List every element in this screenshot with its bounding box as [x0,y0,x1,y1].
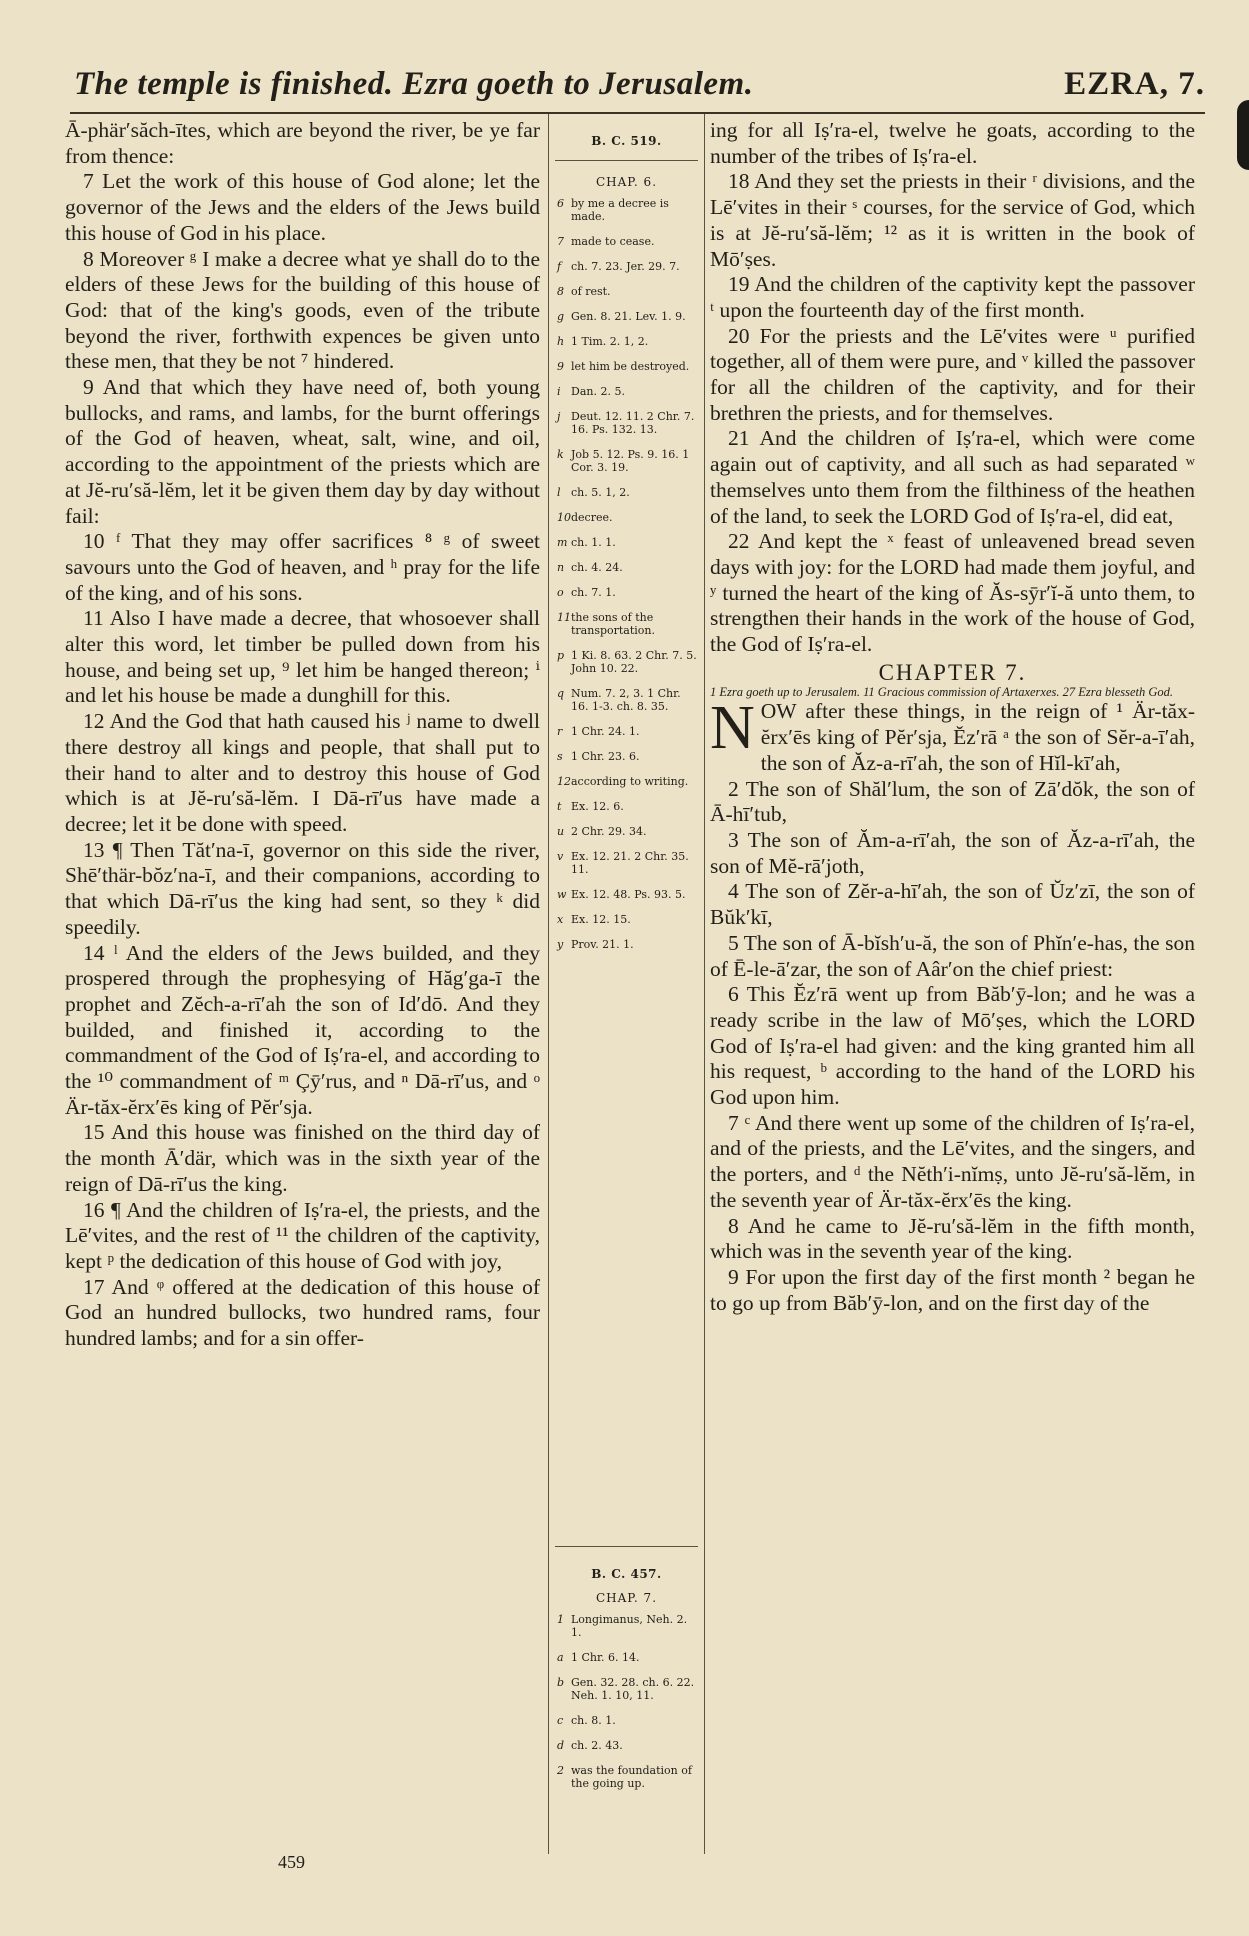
reference-text: Ex. 12. 21. 2 Chr. 35. 11. [571,850,689,876]
verse-paragraph: 8 Moreover ᵍ I make a decree what ye shall do to the elders of these Jews for the building of this house of God: that of the king's goods, even of the tribute beyond the river, forthwith expences be given unto these men, that they be not ⁷ hindered. [65,246,540,374]
reference-text: 1 Chr. 6. 14. [571,1651,640,1664]
cross-reference [557,1676,704,1702]
reference-text: 2 Chr. 29. 34. [571,825,647,838]
cross-reference [557,938,704,951]
cross-reference [557,825,704,838]
reference-text: 1 Chr. 24. 1. [571,725,640,738]
verse-paragraph: 9 And that which they have need of, both young bullocks, and rams, and lambs, for the burnt offerings of the God of heaven, wheat, salt, wine, and oil, according to the appointment of the priests which are at Jĕ-ru′să-lĕm, let it be given them day by day without fail: [65,375,540,528]
reference-text: ch. 2. 43. [571,1739,623,1752]
reference-text: the sons of the transportation. [571,611,656,637]
margin-notes-list [549,1613,704,1790]
chapter-summary: 1 Ezra goeth up to Jerusalem. 11 Gracious commission of Artaxerxes. 27 Ezra blesseth God. [710,685,1174,700]
reference-text: ch. 5. 1, 2. [571,486,630,499]
margin-notes-list [549,197,704,951]
cross-reference [557,335,704,348]
verse-paragraph: 17 And ᵠ offered at the dedication of this house of God an hundred bullocks, two hundred rams, four hundred lambs; and for a sin offer- [65,1274,540,1351]
reference-text: ch. 7. 1. [571,586,616,599]
verse-paragraph: 10 ᶠ That they may offer sacrifices ⁸ ᵍ of sweet savours unto the God of heaven, and ʰ pray for the life of the king, and of his sons. [65,529,540,605]
reference-text: decree. [571,511,613,524]
verse-paragraph: 22 And kept the ˣ feast of unleavened bread seven days with joy: for the LORD had made them joyful, and ʸ turned the heart of the king of Ăs-sȳr′ĭ-ă unto them, to strengthen their hands in the work of the house of God, the God of Iṣ′ra-el. [710,529,1195,657]
reference-text: Prov. 21. 1. [571,938,634,951]
reference-text: Job 5. 12. Ps. 9. 16. 1 Cor. 3. 19. [571,448,690,474]
verse-paragraph: 4 The son of Zĕr-a-hī′ah, the son of Ŭz′zī, the son of Bŭk′kī, [710,879,1195,930]
reference-key: 6 [557,197,564,210]
reference-text: 1 Tim. 2. 1, 2. [571,335,649,348]
margin-notes-chapter-7 [549,1534,704,1802]
reference-key: 11 [557,611,571,624]
reference-text: Deut. 12. 11. 2 Chr. 7. 16. Ps. 132. 13. [571,410,695,436]
running-header [70,60,1205,114]
cross-reference [557,750,704,763]
verse-paragraph: 16 ¶ And the children of Iṣ′ra-el, the priests, and the Lē′vites, and the rest of ¹¹ the children of the captivity, kept ᵖ the dedication of this house of God with joy, [65,1197,540,1273]
margin-notes-chapter-6 [549,114,704,963]
verse-1-text: OW after these things, in the reign of ¹ Är-tăx-ĕrx′ēs king of Pĕr′sja, Ĕz′rā ᵃ the son of Sĕr-a-ī′ah, the son of Ăz-a-rī′ah, the son of Hĭl-kī′ah, [760,699,1195,775]
cross-reference [557,1714,704,1727]
cross-reference [557,310,704,323]
cross-reference [557,1613,704,1639]
verse-paragraph: 3 The son of Ăm-a-rī′ah, the son of Ăz-a-rī′ah, the son of Mĕ-rā′joth, [710,827,1195,878]
reference-key: v [557,850,564,863]
reference-key: y [557,938,564,951]
left-text-column [65,118,540,1352]
reference-text: Num. 7. 2, 3. 1 Chr. 16. 1-3. ch. 8. 35. [571,687,681,713]
cross-reference [557,1739,704,1752]
cross-reference [557,888,704,901]
verse-paragraph: 6 This Ĕz′rā went up from Băb′ȳ-lon; and he was a ready scribe in the law of Mō′ṣes, which the LORD God of Iṣ′ra-el had given: and the king granted him all his request, ᵇ according to the hand of the LORD his God upon him. [710,982,1195,1110]
reference-text: by me a decree is made. [571,197,669,223]
date-bc: B. C. 519. [591,134,662,148]
reference-key: 2 [557,1764,564,1777]
reference-text: ch. 7. 23. Jer. 29. 7. [571,260,680,273]
verse-paragraph: ing for all Iṣ′ra-el, twelve he goats, according to the number of the tribes of Iṣ′ra-el. [710,118,1195,168]
reference-text: of rest. [571,285,611,298]
reference-key: t [557,800,562,813]
reference-key: p [557,649,565,662]
cross-reference [557,725,704,738]
reference-text: Ex. 12. 6. [571,800,624,813]
reference-key: d [557,1739,565,1752]
reference-text: made to cease. [571,235,655,248]
verse-paragraph: 11 Also I have made a decree, that whosoever shall alter this word, let timber be pulled down from his house, and being set up, ⁹ let him be hanged thereon; ⁱ and let his house be made a dunghill for this. [65,606,540,708]
reference-text: was the foundation of the going up. [571,1764,692,1790]
verse-1 [710,694,1195,776]
reference-key: o [557,586,564,599]
reference-key: b [557,1676,565,1689]
cross-reference [557,410,704,436]
verse-paragraph: 7 ᶜ And there went up some of the children of Iṣ′ra-el, and of the priests, and the Lē′vites, and the singers, and the porters, and ᵈ the Nĕth′i-nĭmṣ, unto Jĕ-ru′să-lĕm, in the seventh year of Är-tăx-ĕrx′ēs the king. [710,1110,1195,1212]
reference-key: j [557,410,561,423]
cross-reference [557,775,704,788]
reference-text: ch. 1. 1. [571,536,616,549]
verse-paragraph: Ā-phär′săch-ītes, which are beyond the river, be ye far from thence: [65,118,540,168]
cross-reference [557,536,704,549]
reference-text: 1 Ki. 8. 63. 2 Chr. 7. 5. John 10. 22. [571,649,697,675]
chapter-6-continuation [710,118,1195,658]
drop-cap: N [710,694,755,763]
thumb-index-tab [1237,100,1249,170]
verse-paragraph: 5 The son of Ā-bĭsh′u-ă, the son of Phĭn′e-has, the son of Ē-le-ā′zar, the son of Aâr′on the chief priest: [710,930,1195,981]
cross-reference [557,913,704,926]
cross-reference [557,235,704,248]
margin-chapter-label: CHAP. 7. [595,1591,658,1605]
reference-key: a [557,1651,564,1664]
reference-text: Ex. 12. 15. [571,913,631,926]
reference-text: according to writing. [571,775,689,788]
book-chapter-label: EZRA, 7. [1064,66,1205,102]
chapter-heading: CHAPTER 7. [878,659,1027,685]
reference-key: i [557,385,561,398]
reference-text: Gen. 32. 28. ch. 6. 22. Neh. 1. 10, 11. [571,1676,695,1702]
page-number: 459 [278,1852,305,1872]
divider [555,1546,698,1547]
reference-text: let him be destroyed. [571,360,690,373]
verse-paragraph: 8 And he came to Jĕ-ru′să-lĕm in the fifth month, which was in the seventh year of the king. [710,1213,1195,1264]
divider [555,160,698,161]
reference-key: 7 [557,235,564,248]
cross-reference [557,360,704,373]
reference-key: c [557,1714,564,1727]
reference-key: 10 [557,511,571,524]
reference-key: u [557,825,565,838]
cross-reference [557,197,704,223]
cross-reference [557,800,704,813]
reference-key: f [557,260,562,273]
margin-chapter-label: CHAP. 6. [595,175,658,189]
cross-reference [557,486,704,499]
reference-key: l [557,486,561,499]
reference-key: g [557,310,565,323]
reference-text: Ex. 12. 48. Ps. 93. 5. [571,888,686,901]
chapter-7-verses [710,777,1195,1317]
cross-reference [557,611,704,637]
reference-key: n [557,561,565,574]
verse-paragraph: 19 And the children of the captivity kept the passover ᵗ upon the fourteenth day of the first month. [710,272,1195,322]
cross-reference [557,1651,704,1664]
verse-paragraph: 14 ˡ And the elders of the Jews builded, and they prospered through the prophesying of Hăg′ga-ī the prophet and Zĕch-a-rī′ah the son of Id′dō. And they builded, and finished it, according to the commandment of the God of Iṣ′ra-el, and according to the ¹⁰ commandment of ᵐ Çȳ′rus, and ⁿ Dā-rī′us, and ᵒ Är-tăx-ĕrx′ēs king of Pĕr′sja. [65,940,540,1119]
verse-paragraph: 7 Let the work of this house of God alone; let the governor of the Jews and the elders of the Jews build this house of God in his place. [65,169,540,245]
reference-key: 12 [557,775,571,788]
reference-key: x [557,913,564,926]
center-reference-column [548,114,705,1854]
cross-reference [557,687,704,713]
cross-reference [557,385,704,398]
cross-reference [557,850,704,876]
verse-paragraph: 15 And this house was finished on the third day of the month Ā′där, which was in the sixth year of the reign of Dā-rī′us the king. [65,1120,540,1196]
reference-text: Longimanus, Neh. 2. 1. [571,1613,688,1639]
verse-paragraph: 2 The son of Shăl′lum, the son of Zā′dŏk, the son of Ā-hī′tub, [710,776,1195,827]
reference-key: 8 [557,285,564,298]
reference-text: ch. 8. 1. [571,1714,616,1727]
cross-reference [557,511,704,524]
cross-reference [557,260,704,273]
cross-reference [557,285,704,298]
reference-key: k [557,448,564,461]
reference-key: q [557,687,565,700]
reference-text: Dan. 2. 5. [571,385,625,398]
reference-key: 1 [557,1613,564,1626]
header-title: The temple is finished. Ezra goeth to Jerusalem. [74,66,754,102]
reference-key: r [557,725,563,738]
date-bc: B. C. 457. [591,1567,662,1581]
verse-paragraph: 9 For upon the first day of the first month ² began he to go up from Băb′ȳ-lon, and on the first day of the [710,1264,1195,1315]
reference-key: w [557,888,567,901]
verse-paragraph: 21 And the children of Iṣ′ra-el, which were come again out of captivity, and all such as had separated ʷ themselves unto them from the filthiness of the heathen of the land, to seek the LORD God of Iṣ′ra-el, did eat, [710,426,1195,528]
cross-reference [557,1764,704,1790]
cross-reference [557,448,704,474]
cross-reference [557,561,704,574]
reference-key: m [557,536,568,549]
verse-paragraph: 20 For the priests and the Lē′vites were ᵘ purified together, all of them were pure, and ᵛ killed the passover for all the children of the captivity, and for their brethren the priests, and for themselves. [710,323,1195,425]
reference-text: ch. 4. 24. [571,561,623,574]
cross-reference [557,586,704,599]
reference-key: h [557,335,565,348]
right-text-column [710,118,1195,1316]
reference-key: s [557,750,563,763]
verse-paragraph: 13 ¶ Then Tăt′na-ī, governor on this side the river, Shē′thär-bŏz′na-ī, and their companions, according to that which Dā-rī′us the king had sent, so they ᵏ did speedily. [65,837,540,939]
verse-paragraph: 12 And the God that hath caused his ʲ name to dwell there destroy all kings and people, that shall put to their hand to alter and to destroy this house of God which is at Jĕ-ru′să-lĕm. I Dā-rī′us have made a decree; let it be done with speed. [65,709,540,836]
reference-text: Gen. 8. 21. Lev. 1. 9. [571,310,686,323]
reference-text: 1 Chr. 23. 6. [571,750,640,763]
reference-key: 9 [557,360,564,373]
cross-reference [557,649,704,675]
verse-paragraph: 18 And they set the priests in their ʳ divisions, and the Lē′vites in their ˢ courses, for the service of God, which is at Jĕ-ru′să-lĕm; ¹² as it is written in the book of Mō′ṣes. [710,169,1195,271]
